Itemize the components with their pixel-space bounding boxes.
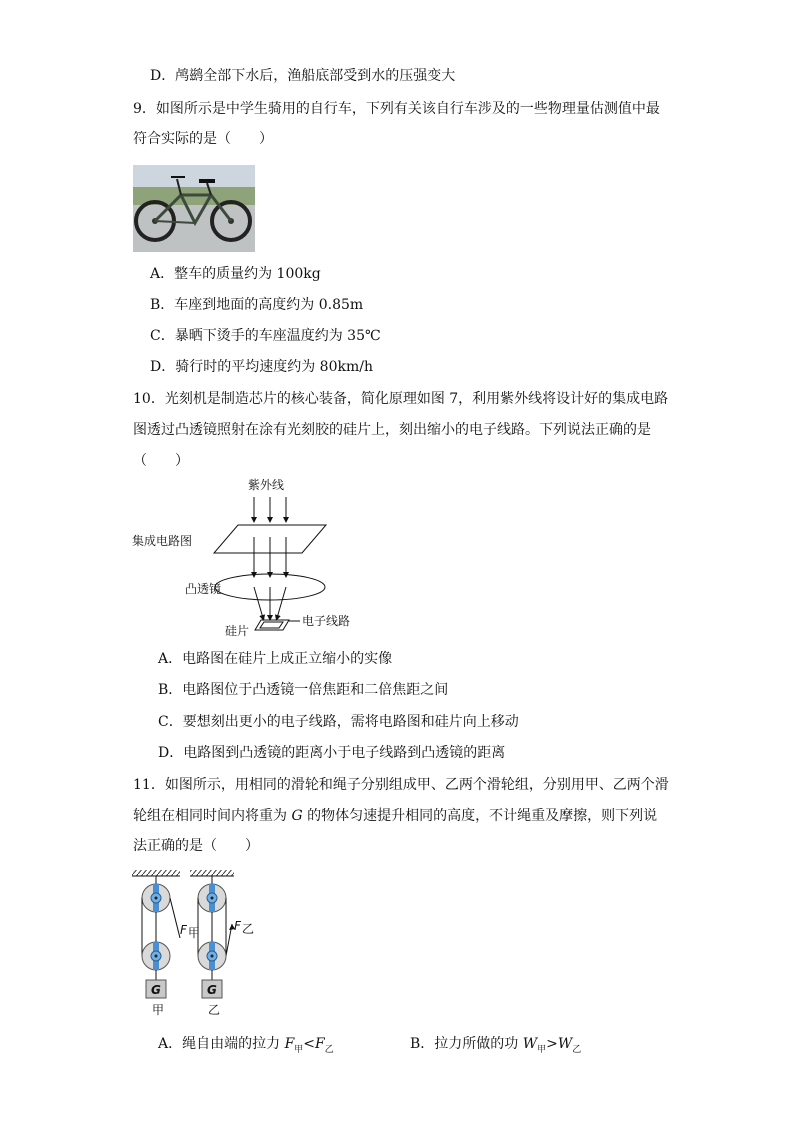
pulley-systems-diagram: [128, 868, 258, 1018]
wafer-label: 硅片: [225, 624, 250, 638]
q10-option-a: A．电路图在硅片上成正立缩小的实像: [158, 651, 393, 667]
q9-option-d: D．骑行时的平均速度约为 80km/h: [150, 359, 373, 375]
q10-stem-line3: （ ）: [133, 453, 189, 469]
q11-stem-line1: 11．如图所示，用相同的滑轮和绳子分别组成甲、乙两个滑轮组，分别用甲、乙两个滑: [133, 777, 669, 793]
q9-stem-line2: 符合实际的是（ ）: [133, 131, 273, 147]
weight-g-jia: G: [151, 983, 161, 997]
q9-option-c: C．暴晒下烫手的车座温度约为 35℃: [150, 328, 381, 344]
q8-option-d: D．鸬鹚全部下水后，渔船底部受到水的压强变大: [150, 68, 456, 84]
q11-option-a: A．绳自由端的拉力 $F_甲<F_乙$: [158, 1036, 334, 1055]
q11-stem-line3: 法正确的是（ ）: [133, 838, 259, 854]
lithography-diagram: [130, 475, 351, 640]
circuit-lines-label: 电子线路: [302, 614, 351, 628]
svg-text:甲: 甲: [188, 926, 201, 940]
label-yi: 乙: [208, 1003, 221, 1017]
q11-stem-line2: 轮组在相同时间内将重为 G 的物体匀速提升相同的高度，不计绳重及摩擦，则下列说: [133, 808, 658, 824]
q10-option-d: D．电路图到凸透镜的距离小于电子线路到凸透镜的距离: [158, 745, 506, 761]
q9-stem-line1: 9．如图所示是中学生骑用的自行车，下列有关该自行车涉及的一些物理量估测值中最: [133, 101, 660, 117]
force-f-yi-label: F: [234, 919, 241, 933]
q9-option-b: B．车座到地面的高度约为 0.85m: [150, 297, 364, 313]
lens-label: 凸透镜: [185, 582, 222, 596]
uv-label: 紫外线: [248, 478, 285, 492]
svg-text:乙: 乙: [242, 922, 255, 936]
q11-option-b: B．拉力所做的功 $W_甲>W_乙$: [410, 1036, 582, 1055]
weight-g-yi: G: [207, 983, 217, 997]
q9-option-a: A．整车的质量约为 100kg: [150, 266, 321, 282]
circuit-label: 集成电路图: [132, 534, 193, 548]
q10-stem-line1: 10．光刻机是制造芯片的核心装备，简化原理如图 7，利用紫外线将设计好的集成电路: [133, 391, 669, 407]
q10-option-c: C．要想刻出更小的电子线路，需将电路图和硅片向上移动: [158, 714, 519, 730]
q10-stem-line2: 图透过凸透镜照射在涂有光刻胶的硅片上，刻出缩小的电子线路。下列说法正确的是: [133, 422, 651, 438]
label-jia: 甲: [152, 1003, 165, 1017]
bicycle-photo: [133, 165, 255, 252]
force-f-jia-label: F: [180, 923, 187, 937]
q10-option-b: B．电路图位于凸透镜一倍焦距和二倍焦距之间: [158, 682, 449, 698]
